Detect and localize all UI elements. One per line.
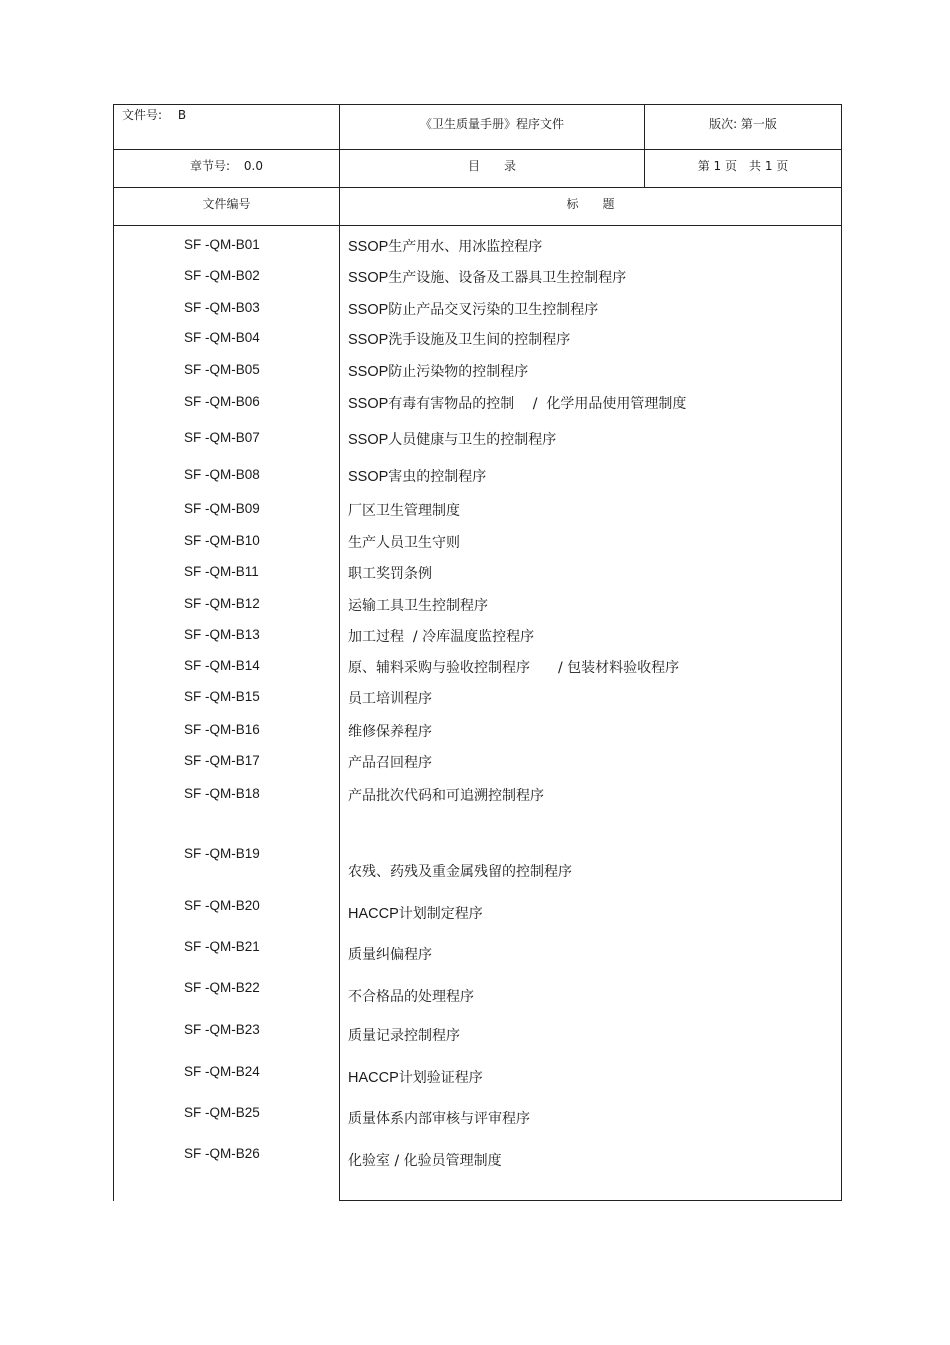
table-left-border xyxy=(113,104,114,1201)
title-prefix: SSOP xyxy=(348,270,389,286)
document-code: SF -QM-B18 xyxy=(184,786,260,801)
document-code: SF -QM-B16 xyxy=(184,722,260,737)
document-title-entry xyxy=(348,595,488,615)
table-top-border xyxy=(113,104,842,105)
document-code: SF -QM-B21 xyxy=(184,939,260,954)
document-code: SF -QM-B03 xyxy=(184,300,260,315)
title-text: 运输工具卫生控制程序 xyxy=(348,598,488,614)
title-text: 员工培训程序 xyxy=(348,691,432,707)
document-code: SF -QM-B05 xyxy=(184,362,260,377)
document-code: SF -QM-B22 xyxy=(184,980,260,995)
document-title-entry xyxy=(348,657,679,677)
header-divider-1 xyxy=(113,149,842,150)
table-right-border xyxy=(841,104,842,1201)
title-text: 生产人员卫生守则 xyxy=(348,535,460,551)
document-code: SF -QM-B24 xyxy=(184,1064,260,1079)
document-code: SF -QM-B09 xyxy=(184,501,260,516)
document-code: SF -QM-B07 xyxy=(184,430,260,445)
document-code: SF -QM-B25 xyxy=(184,1105,260,1120)
document-code: SF -QM-B23 xyxy=(184,1022,260,1037)
title-text: 产品召回程序 xyxy=(348,755,432,771)
document-title-entry xyxy=(348,267,626,287)
document-title-entry xyxy=(348,785,544,805)
title-text: 化验室 / 化验员管理制度 xyxy=(348,1153,502,1169)
title-text: 计划制定程序 xyxy=(398,906,483,922)
document-code: SF -QM-B15 xyxy=(184,689,260,704)
document-title-entry xyxy=(348,986,474,1006)
title-text: 有毒有害物品的控制 / 化学用品使用管理制度 xyxy=(388,396,687,412)
title-text: 质量记录控制程序 xyxy=(348,1028,460,1044)
document-code: SF -QM-B01 xyxy=(184,237,260,252)
document-title: 《卫生质量手册》程序文件 xyxy=(419,117,564,131)
table-bottom-border xyxy=(339,1200,842,1201)
document-title-entry xyxy=(348,903,483,923)
document-title-entry xyxy=(348,466,486,486)
document-title-entry xyxy=(348,626,534,646)
document-code: SF -QM-B13 xyxy=(184,627,260,642)
document-title-entry xyxy=(348,1108,530,1128)
document-title-entry xyxy=(348,752,432,772)
title-text: 生产设施、设备及工器具卫生控制程序 xyxy=(388,270,627,286)
column-header-title: 标 题 xyxy=(566,197,615,211)
document-title-entry xyxy=(348,1150,502,1170)
title-text: 人员健康与卫生的控制程序 xyxy=(388,432,557,448)
title-prefix: SSOP xyxy=(348,239,389,255)
title-text: 维修保养程序 xyxy=(348,724,432,740)
document-title-entry xyxy=(348,1025,460,1045)
title-text: 原、辅料采购与验收控制程序 / 包装材料验收程序 xyxy=(348,660,680,676)
toc-title: 目 录 xyxy=(467,159,516,173)
document-code: SF -QM-B06 xyxy=(184,394,260,409)
title-text: 职工奖罚条例 xyxy=(348,566,432,582)
document-code: SF -QM-B11 xyxy=(184,564,259,579)
title-prefix: SSOP xyxy=(348,432,389,448)
document-title-entry xyxy=(348,563,432,583)
title-prefix: HACCP xyxy=(348,1070,399,1086)
header-divider-2 xyxy=(113,187,842,188)
document-code: SF -QM-B08 xyxy=(184,467,260,482)
document-title-entry xyxy=(348,688,432,708)
document-title-entry xyxy=(348,361,528,381)
file-number-label: 文件号: B xyxy=(122,108,187,122)
document-title-entry xyxy=(348,236,542,256)
page-info: 第 1 页 共 1 页 xyxy=(697,159,789,173)
document-title-entry xyxy=(348,1067,483,1087)
document-title-entry xyxy=(348,500,460,520)
title-text: 防止污染物的控制程序 xyxy=(388,364,529,380)
title-prefix: SSOP xyxy=(348,396,389,412)
document-title-entry xyxy=(348,532,460,552)
document-title-entry xyxy=(348,861,572,881)
title-text: 洗手设施及卫生间的控制程序 xyxy=(388,332,571,348)
title-text: 计划验证程序 xyxy=(398,1070,483,1086)
document-code: SF -QM-B26 xyxy=(184,1146,260,1161)
title-prefix: SSOP xyxy=(348,364,389,380)
title-text: 农残、药残及重金属残留的控制程序 xyxy=(348,864,572,880)
chapter-number: 章节号: 0.0 xyxy=(190,159,263,173)
title-text: 加工过程 / 冷库温度监控程序 xyxy=(348,629,535,645)
title-text: 质量纠偏程序 xyxy=(348,947,432,963)
version-info: 版次: 第一版 xyxy=(709,117,777,131)
title-prefix: HACCP xyxy=(348,906,399,922)
column-divider xyxy=(339,104,340,1201)
column-header-code: 文件编号 xyxy=(202,197,251,211)
title-prefix: SSOP xyxy=(348,469,389,485)
document-code: SF -QM-B02 xyxy=(184,268,260,283)
document-code: SF -QM-B10 xyxy=(184,533,260,548)
title-text: 防止产品交叉污染的卫生控制程序 xyxy=(388,302,599,318)
document-title-entry xyxy=(348,944,432,964)
document-code: SF -QM-B19 xyxy=(184,846,260,861)
document-title-entry xyxy=(348,429,556,449)
document-code: SF -QM-B20 xyxy=(184,898,260,913)
column-header-divider xyxy=(113,225,842,226)
document-title-entry xyxy=(348,299,598,319)
title-text: 不合格品的处理程序 xyxy=(348,989,474,1005)
document-title-entry xyxy=(348,329,570,349)
document-code: SF -QM-B04 xyxy=(184,330,260,345)
document-code: SF -QM-B17 xyxy=(184,753,260,768)
document-code: SF -QM-B12 xyxy=(184,596,260,611)
title-prefix: SSOP xyxy=(348,302,389,318)
chapter-number-value: 0.0 xyxy=(243,159,263,173)
file-number-value: B xyxy=(177,108,187,122)
title-text: 害虫的控制程序 xyxy=(388,469,487,485)
document-title-entry xyxy=(348,721,432,741)
title-text: 质量体系内部审核与评审程序 xyxy=(348,1111,530,1127)
title-text: 厂区卫生管理制度 xyxy=(348,503,460,519)
title-text: 生产用水、用冰监控程序 xyxy=(388,239,543,255)
document-title-entry xyxy=(348,393,686,413)
document-code: SF -QM-B14 xyxy=(184,658,260,673)
title-prefix: SSOP xyxy=(348,332,389,348)
title-text: 产品批次代码和可追溯控制程序 xyxy=(348,788,544,804)
